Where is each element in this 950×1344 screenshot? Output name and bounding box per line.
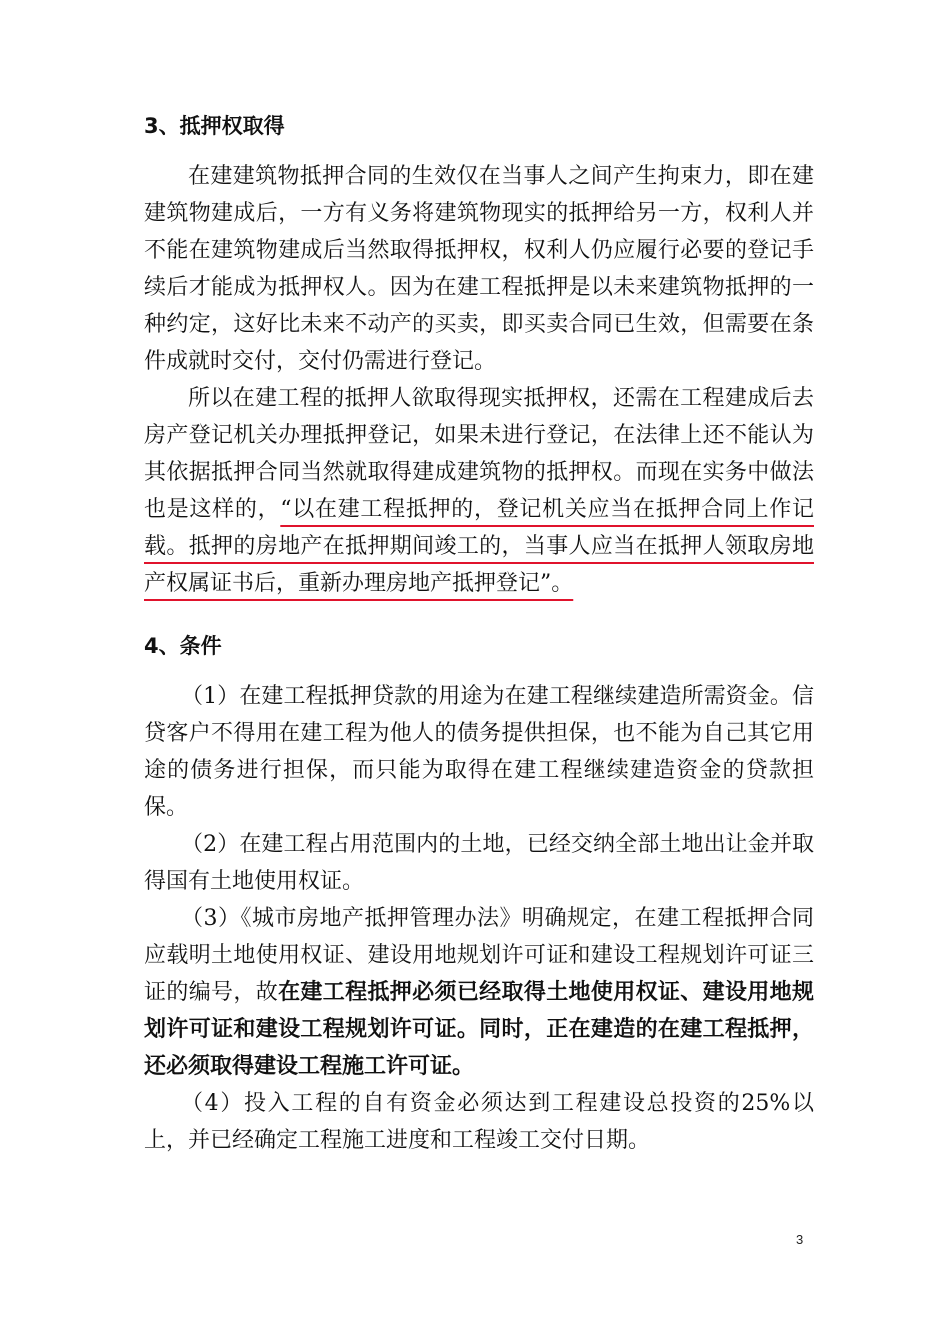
condition-item-3-bold: 在建工程抵押必须已经取得土地使用权证、建设用地规划许可证和建设工程规划许可证。同时，正在建造的在建工程抵押，还必须取得建设工程施工许可证。	[144, 980, 814, 1079]
section-3-paragraph-1: 在建建筑物抵押合同的生效仅在当事人之间产生拘束力，即在建建筑物建成后，一方有义务将建筑物现实的抵押给另一方，权利人并不能在建筑物建成后当然取得抵押权，权利人仍应履行必要的登记手续后才能成为抵押权人。因为在建工程抵押是以未来建筑物抵押的一种约定，这好比未来不动产的买卖，即买卖合同已生效，但需要在条件成就时交付，交付仍需进行登记。	[144, 164, 814, 374]
section-4-heading: 4、条件	[144, 634, 222, 658]
condition-item-1: （1）在建工程抵押贷款的用途为在建工程继续建造所需资金。信贷客户不得用在建工程为他人的债务提供担保，也不能为自己其它用途的债务进行担保，而只能为取得在建工程继续建造资金的贷款担保。	[144, 684, 814, 820]
condition-item-3-text: （3）《城市房地产抵押管理办法》明确规定，在建工程抵押合同应载明土地使用权证、建设用地规划许可证和建设工程规划许可证三证的编号，故	[144, 906, 814, 1005]
condition-item-4: （4）投入工程的自有资金必须达到工程建设总投资的25%以上，并已经确定工程施工进度和工程竣工交付日期。	[144, 1091, 814, 1153]
section-3-heading: 3、抵押权取得	[144, 114, 285, 138]
page-number: 3	[796, 1232, 804, 1247]
condition-item-3	[144, 900, 814, 1085]
paragraph-2-text: 所以在建工程的抵押人欲取得现实抵押权，还需在工程建成后去房产登记机关办理抵押登记，如果未进行登记，在法律上还不能认为其依据抵押合同当然就取得建成建筑物的抵押权。而现在实务中做法也是这样的，	[144, 386, 814, 522]
document-body	[144, 108, 814, 1159]
underlined-quote: “以在建工程抵押的，登记机关应当在抵押合同上作记载。抵押的房地产在抵押期间竣工的，当事人应当在抵押人领取房地产权属证书后，重新办理房地产抵押登记”。	[144, 497, 814, 596]
section-3-paragraph-2	[144, 380, 814, 602]
condition-item-2: （2）在建工程占用范围内的土地，已经交纳全部土地出让金并取得国有土地使用权证。	[144, 832, 814, 894]
